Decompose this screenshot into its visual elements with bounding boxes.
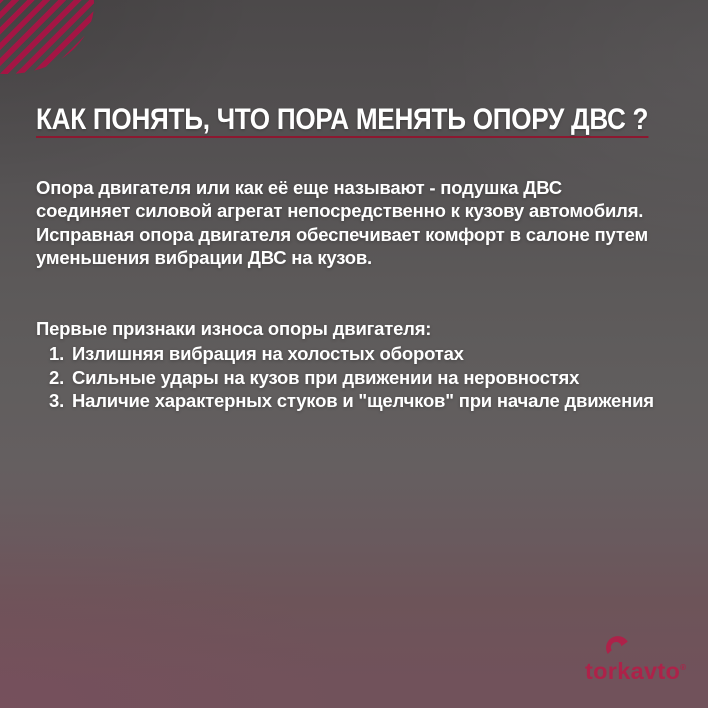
list-item — [36, 366, 654, 390]
intro-line-3: Исправная опора двигателя обеспечивает комфорт в салоне путем — [36, 223, 649, 245]
torkavto-swoosh-icon — [603, 634, 629, 660]
striped-corner-decoration — [0, 0, 94, 74]
list-item — [36, 342, 654, 366]
list-item-text: Излишняя вибрация на холостых оборотах — [72, 343, 464, 364]
registered-trademark-icon: ® — [680, 663, 687, 672]
signs-heading: Первые признаки износа опоры двигателя: — [36, 318, 432, 339]
list-item-text: Сильные удары на кузов при движении на неровностях — [72, 366, 580, 388]
list-item-text: Наличие характерных стуков и "щелчков" при начале движения — [72, 390, 654, 412]
logo-text: torkavto — [585, 658, 681, 684]
list-item-number: 1. — [49, 343, 65, 364]
list-item-number: 2. — [49, 366, 65, 388]
list-item-number: 3. — [49, 390, 65, 412]
wear-signs-section — [36, 317, 654, 413]
intro-line-1: Опора двигателя или как её еще называют - подушка ДВС — [36, 177, 562, 198]
signs-list — [36, 342, 654, 413]
list-item — [36, 389, 654, 413]
page-title: КАК ПОНЯТЬ, ЧТО ПОРА МЕНЯТЬ ОПОРУ ДВС ? — [36, 103, 649, 136]
intro-line-4: уменьшения вибрации ДВС на кузов. — [36, 247, 372, 269]
intro-paragraph — [36, 176, 648, 270]
torkavto-wordmark — [585, 658, 686, 685]
intro-line-2: соединяет силовой агрегат непосредственно к кузову автомобиля. — [36, 200, 644, 222]
